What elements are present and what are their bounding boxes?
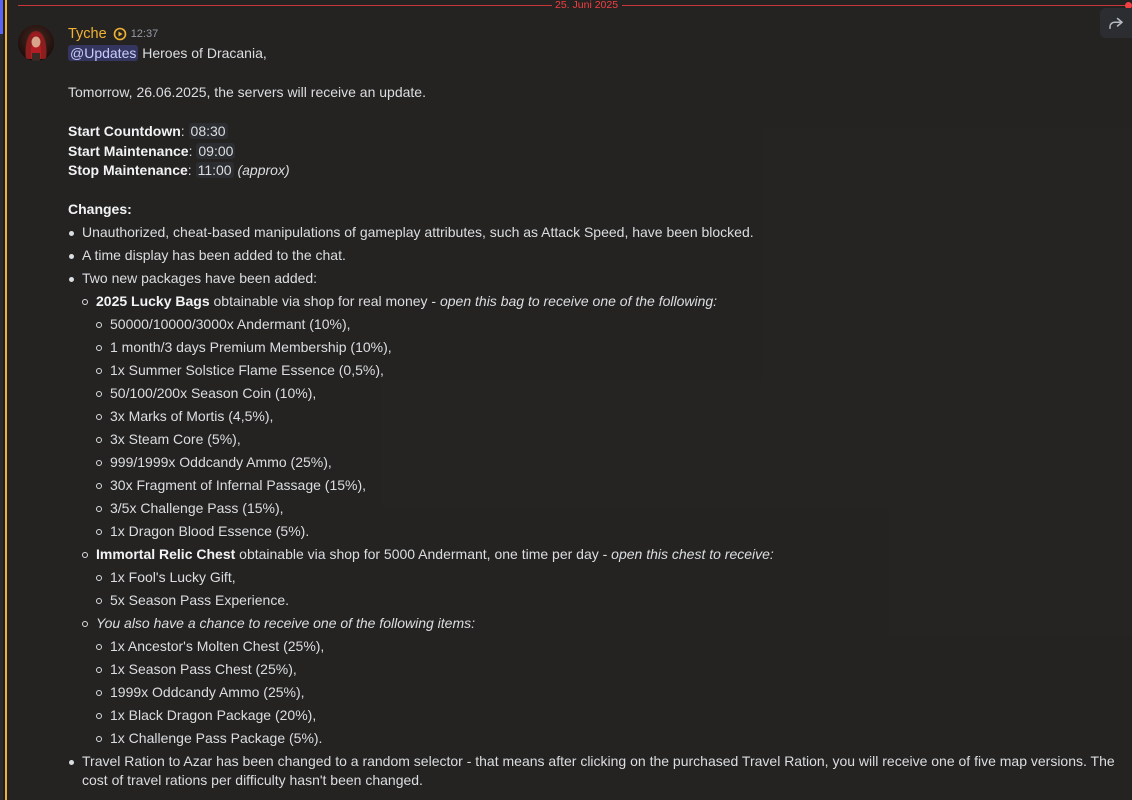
list-item	[82, 614, 1128, 749]
relic-chest-note: open this chest to receive:	[611, 545, 774, 562]
countdown-label: Start Countdown	[68, 123, 181, 139]
blank-line	[68, 103, 1128, 123]
lucky-bags-desc: obtainable via shop for real money -	[209, 292, 440, 309]
stop-value: 11:00	[197, 162, 232, 178]
author-name[interactable]: Tyche	[68, 26, 107, 42]
changes-list	[68, 223, 1128, 791]
divider-line-left	[18, 5, 552, 6]
message-header	[68, 24, 1128, 44]
packages-intro: Two new packages have been added:	[82, 269, 318, 286]
countdown-value: 08:30	[190, 123, 226, 139]
lucky-bags-note: open this bag to receive one of the following:	[439, 292, 718, 309]
divider-date-label: 25. Juni 2025	[555, 0, 619, 11]
list-item	[68, 269, 1128, 749]
list-item: 50000/10000/3000x Andermant (10%),	[96, 315, 1128, 335]
list-item: 999/1999x Oddcandy Ammo (25%),	[96, 453, 1128, 473]
list-item: 50/100/200x Season Coin (10%),	[96, 384, 1128, 404]
role-badge-icon	[113, 27, 127, 41]
list-item: 5x Season Pass Experience.	[96, 591, 1128, 611]
greeting-text: Heroes of Dracania,	[138, 45, 267, 61]
list-item: 1x Dragon Blood Essence (5%).	[96, 522, 1128, 542]
changes-heading-text: Changes:	[68, 201, 132, 217]
avatar-portrait-icon	[18, 25, 54, 61]
date-divider	[18, 0, 1132, 12]
list-item: Travel Ration to Azar has been changed to a random selector - that means after clicking on the purchased Travel Ration, you will receive one of five map versions. The cost of travel rations per difficulty hasn't been changed.	[68, 752, 1120, 791]
relic-chest-desc: obtainable via shop for 5000 Andermant, one time per day -	[235, 545, 612, 562]
list-item: 1999x Oddcandy Ammo (25%),	[96, 683, 1128, 703]
message	[68, 24, 1128, 794]
stop-note: (approx)	[237, 162, 290, 178]
role-mention[interactable]: @Updates	[70, 45, 137, 61]
changes-heading	[68, 200, 1128, 220]
schedule-maintenance: Start Maintenance: 09:00	[68, 142, 234, 159]
avatar[interactable]	[18, 25, 54, 61]
list-item: 1x Challenge Pass Package (5%).	[96, 729, 1128, 749]
chance-note: You also have a chance to receive one of the following items:	[96, 614, 476, 631]
relic-chest-title: Immortal Relic Chest	[96, 545, 236, 562]
list-item	[82, 292, 1128, 542]
list-item: 1x Ancestor's Molten Chest (25%),	[96, 637, 1128, 657]
list-item: 3/5x Challenge Pass (15%),	[96, 499, 1128, 519]
list-item: 1x Summer Solstice Flame Essence (0,5%),	[96, 361, 1128, 381]
list-item: 3x Marks of Mortis (4,5%),	[96, 407, 1128, 427]
list-item: 30x Fragment of Infernal Passage (15%),	[96, 476, 1128, 496]
schedule-stop: Stop Maintenance: 11:00 (approx)	[68, 162, 290, 178]
blank-line	[68, 64, 1128, 84]
intro-line: Tomorrow, 26.06.2025, the servers will receive an update.	[68, 84, 426, 100]
left-edge-scroll-indicator	[0, 0, 3, 800]
list-item: A time display has been added to the chat.	[68, 246, 1128, 266]
stop-label: Stop Maintenance	[68, 162, 188, 178]
chance-items	[96, 637, 1128, 749]
divider-line-right	[622, 5, 1126, 6]
list-item: Unauthorized, cheat-based manipulations of gameplay attributes, such as Attack Speed, have been blocked.	[68, 223, 1128, 243]
maintenance-value: 09:00	[198, 142, 234, 159]
lucky-bags-title: 2025 Lucky Bags	[96, 292, 210, 309]
schedule-countdown: Start Countdown: 08:30	[68, 123, 226, 139]
list-item	[82, 545, 1128, 611]
lucky-bags-items	[96, 315, 1128, 542]
relic-chest-items	[96, 568, 1128, 611]
packages-list	[82, 292, 1128, 749]
list-item: 1x Season Pass Chest (25%),	[96, 660, 1128, 680]
list-item: 1 month/3 days Premium Membership (10%),	[96, 338, 1128, 358]
list-item: 3x Steam Core (5%),	[96, 430, 1128, 450]
blank-line	[68, 181, 1128, 201]
message-timestamp[interactable]: 12:37	[130, 28, 159, 40]
list-item: 1x Fool's Lucky Gift,	[96, 568, 1128, 588]
list-item: 1x Black Dragon Package (20%),	[96, 706, 1128, 726]
mention-highlight-bar	[5, 0, 7, 800]
greeting-line	[68, 44, 1128, 64]
maintenance-label: Start Maintenance	[68, 142, 189, 159]
